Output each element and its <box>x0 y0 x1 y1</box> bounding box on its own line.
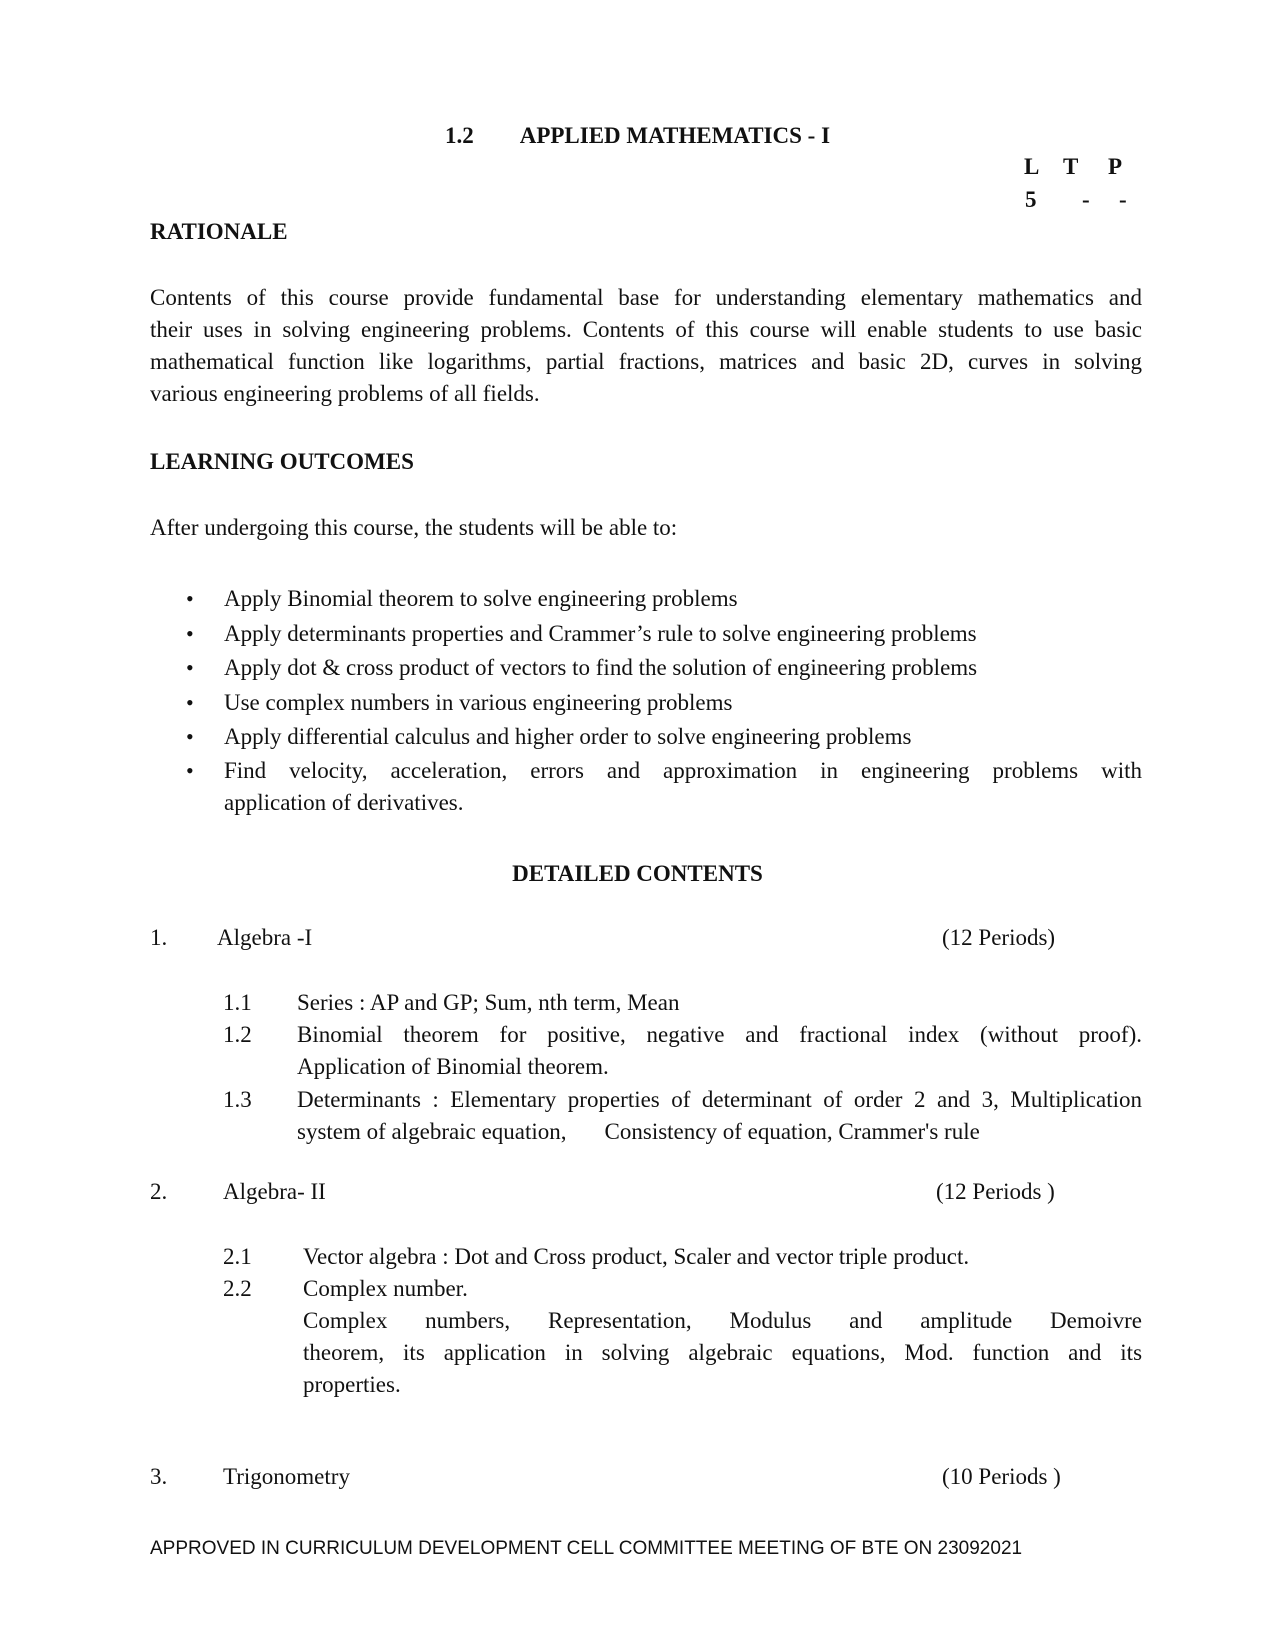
subtopic-line <box>297 1116 1142 1148</box>
ltp-value-l: 5 <box>1025 187 1037 212</box>
ltp-value-t: - <box>1082 187 1090 212</box>
unit-title: Algebra- II <box>223 1179 326 1204</box>
list-item: • Apply determinants properties and Crammer’s rule to solve engineering problems <box>150 617 1142 652</box>
subtopic-line: properties. <box>303 1372 401 1397</box>
subtopic-line-part: equations, Mod. function and its <box>791 1340 1143 1365</box>
list-item-line: • Find velocity, acceleration, errors and approximation in engineering problems with <box>224 757 1142 783</box>
list-item: • Apply differential calculus and higher order to solve engineering problems <box>150 720 1142 755</box>
subtopic-line: Complex numbers, Representation, Modulus and amplitude Demoivre <box>303 1308 1142 1333</box>
subtopic-description <box>303 1305 1142 1401</box>
rationale-line: their uses in solving engineering problems. Contents of this course will enable students to use basic <box>150 317 1142 342</box>
ltp-label-t: T <box>1063 154 1079 179</box>
unit-periods: (12 Periods ) <box>936 1179 1055 1204</box>
list-item: • Apply dot & cross product of vectors to find the solution of engineering problems <box>150 651 1142 686</box>
ltp-label-l: L <box>1024 154 1040 179</box>
subtopic-line-part: Consistency of equation, Crammer's rule <box>604 1119 980 1144</box>
unit-periods: (12 Periods) <box>942 925 1056 950</box>
unit-title: Algebra -I <box>217 925 313 950</box>
list-item <box>150 755 1142 819</box>
list-item-line: application of derivatives. <box>224 789 464 815</box>
rationale-line: Contents of this course provide fundamental base for understanding elementary mathematics and <box>150 285 1142 310</box>
course-title: APPLIED MATHEMATICS - I <box>519 123 831 148</box>
subtopic-text <box>297 1084 1142 1148</box>
subtopic-number: 1.2 <box>223 1022 252 1047</box>
rationale-line: mathematical function like logarithms, partial fractions, matrices and basic 2D, curves in solving <box>150 349 1142 374</box>
subtopic-text: Vector algebra : Dot and Cross product, Scaler and vector triple product. <box>303 1244 970 1269</box>
subtopic-number: 2.1 <box>223 1244 252 1269</box>
rationale-line: various engineering problems of all fields. <box>150 381 540 406</box>
subtopic-text: Series : AP and GP; Sum, nth term, Mean <box>297 990 680 1015</box>
ltp-value-p: - <box>1119 187 1127 212</box>
subtopic-line: Application of Binomial theorem. <box>297 1054 609 1079</box>
subtopic-number: 1.1 <box>223 990 252 1015</box>
unit-number: 1. <box>150 925 168 950</box>
subtopic-number: 1.3 <box>223 1087 252 1112</box>
subtopic-text: Complex number. <box>303 1276 468 1301</box>
outcomes-heading: LEARNING OUTCOMES <box>150 449 414 474</box>
page-title <box>0 120 1275 152</box>
outcomes-list <box>150 582 1142 819</box>
unit-number: 2. <box>150 1179 168 1204</box>
subtopic-line <box>303 1337 1142 1369</box>
subtopic-line-part: system of algebraic equation, <box>297 1119 567 1144</box>
subtopic-line-part: theorem, its application in solving algebraic <box>303 1340 773 1365</box>
list-item: • Apply Binomial theorem to solve engineering problems <box>150 582 1142 617</box>
subtopic-line: Determinants : Elementary properties of determinant of order 2 and 3, Multiplication <box>297 1087 1142 1112</box>
detailed-contents-heading: DETAILED CONTENTS <box>512 861 763 886</box>
outcomes-intro: After undergoing this course, the students will be able to: <box>150 515 678 540</box>
subtopic-line: Binomial theorem for positive, negative and fractional index (without proof). <box>297 1022 1142 1047</box>
approval-footer: APPROVED IN CURRICULUM DEVELOPMENT CELL COMMITTEE MEETING OF BTE ON 23092021 <box>150 1538 1023 1559</box>
rationale-paragraph <box>150 282 1142 410</box>
unit-number: 3. <box>150 1464 168 1489</box>
ltp-label-p: P <box>1108 154 1123 179</box>
unit-periods: (10 Periods ) <box>942 1464 1061 1489</box>
unit-title: Trigonometry <box>223 1464 350 1489</box>
course-number: 1.2 <box>444 123 474 148</box>
subtopic-text <box>297 1019 1142 1083</box>
list-item: • Use complex numbers in various engineering problems <box>150 686 1142 721</box>
rationale-heading: RATIONALE <box>150 219 288 244</box>
subtopic-number: 2.2 <box>223 1276 252 1301</box>
